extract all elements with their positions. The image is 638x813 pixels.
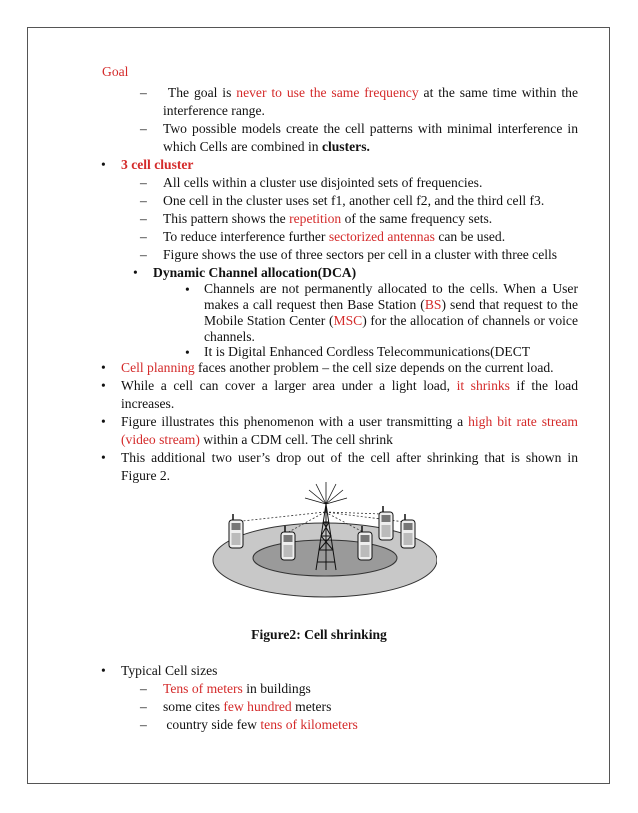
sizes-item: Tens of meters in buildings [163,681,311,696]
drop-item-cont: Figure 2. [121,468,171,483]
bullet: • [101,378,106,393]
dash-bullet: – [140,175,147,190]
sizes-item: country side few tens of kilometers [163,717,358,732]
bullet: • [101,663,106,678]
bullet: • [101,360,106,375]
phone-icon [379,506,393,540]
bullet: • [101,450,106,465]
goal-item-2: Two possible models create the cell patterns with minimal interference in [163,121,578,136]
bullet: • [185,345,190,360]
radiation-rays [305,482,347,504]
dca-item-1-line3: Mobile Station Center (MSC) for the allocation of channels or voice [204,313,578,328]
dash-bullet: – [140,717,147,732]
inner-cell-ellipse [253,540,397,576]
planning-item: Cell planning faces another problem – the cell size depends on the current load. [121,360,554,375]
shrink-item: While a cell can cover a larger area under a light load, it shrinks if the load [121,378,578,393]
phone-icon [401,514,415,548]
illustrate-item-cont: (video stream) within a CDM cell. The cell shrink [121,432,393,447]
cluster-heading: 3 cell cluster [121,157,194,172]
dash-bullet: – [140,121,147,136]
dca-heading: Dynamic Channel allocation(DCA) [153,265,357,280]
dash-bullet: – [140,211,147,226]
dash-bullet: – [140,229,147,244]
shrink-item-cont: increases. [121,396,175,411]
dca-item-1-line2: makes a call request then Base Station (BS) send that request to the [204,297,578,312]
dca-item-1-line1: Channels are not permanently allocated to the cells. When a User [204,281,578,296]
bullet: • [101,157,106,172]
illustrate-item: Figure illustrates this phenomenon with a user transmitting a high bit rate stream [121,414,579,429]
bullet: • [133,265,138,280]
dash-bullet: – [140,193,147,208]
bullet: • [101,414,106,429]
dca-item-1-line4: channels. [204,329,255,344]
cluster-item: This pattern shows the repetition of the same frequency sets. [163,211,493,226]
drop-item: This additional two user’s drop out of the cell after shrinking that is shown in [121,450,578,465]
cluster-item: One cell in the cluster uses set f1, another cell f2, and the third cell f3. [163,193,545,208]
dca-item-2: It is Digital Enhanced Cordless Telecommunications(DECT [204,344,531,359]
dash-bullet: – [140,85,147,100]
cluster-item: All cells within a cluster use disjointed sets of frequencies. [163,175,483,190]
goal-item-1-cont: interference range. [163,103,265,118]
bullet: • [185,282,190,297]
goal-item-2-cont: which Cells are combined in clusters. [163,139,370,154]
sizes-heading: Typical Cell sizes [121,663,218,678]
goal-heading: Goal [102,64,129,79]
dash-bullet: – [140,699,147,714]
goal-item-1: The goal is never to use the same frequency at the same time within the [167,85,578,100]
sizes-item: some cites few hundred meters [163,699,332,714]
cluster-item: To reduce interference further sectorized antennas can be used. [163,229,506,244]
dash-bullet: – [140,247,147,262]
phone-icon [229,514,243,548]
cluster-item: Figure shows the use of three sectors per cell in a cluster with three cells [163,247,558,262]
dash-bullet: – [140,681,147,696]
cell-shrinking-figure [205,482,437,614]
figure-caption: Figure2: Cell shrinking [251,627,387,642]
